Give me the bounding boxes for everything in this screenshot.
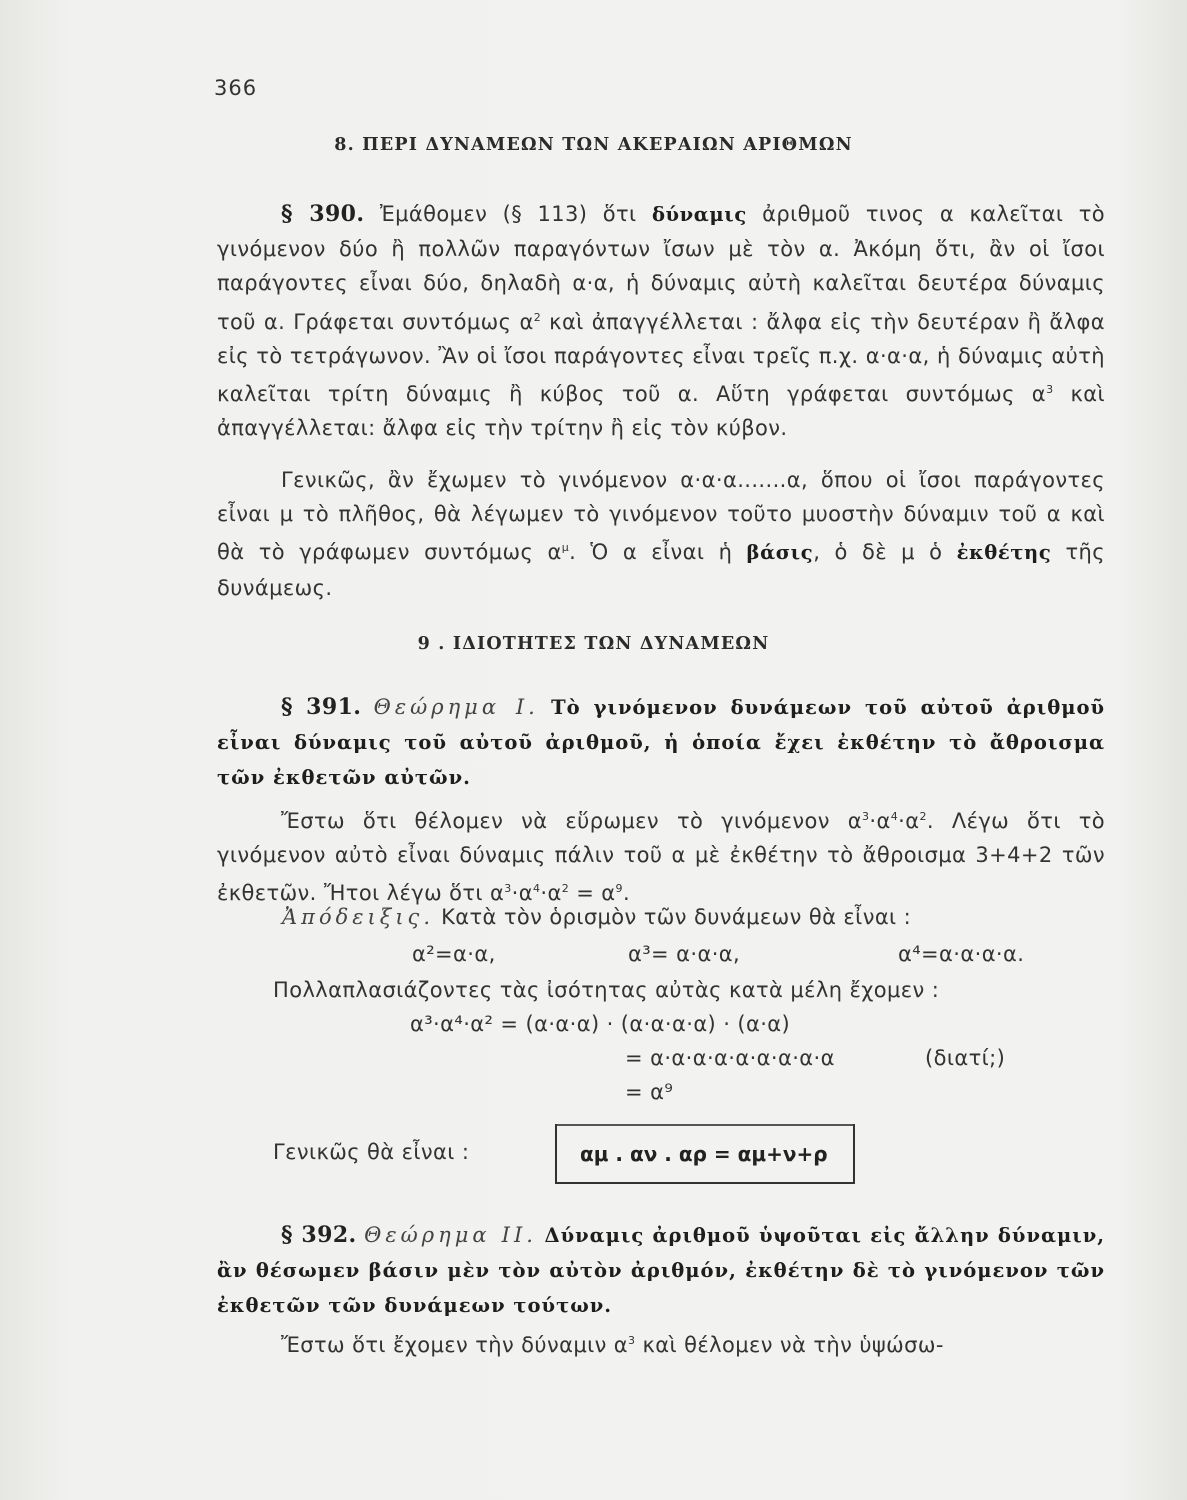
- text: , ὁ δὲ μ ὁ: [813, 540, 957, 565]
- paragraph-391-example: [217, 800, 1105, 911]
- text: καὶ θέλομεν νὰ τὴν ὑψώσω-: [635, 1333, 944, 1357]
- text: Γενικῶς, ἂν ἔχωμεν τὸ γινόμενον α·α·α.......α, ὅπου οἱ ἴσοι παράγοντες εἶναι μ τὸ πλῆθος, θὰ λέγωμεν τὸ γινόμενον τοῦτο μυοστὴν δύναμιν τοῦ α καὶ θὰ τὸ γράφωμεν συντόμως α: [217, 468, 1105, 565]
- paragraph-390: [217, 197, 1105, 445]
- text: ἀριθμοῦ τινος α καλεῖται τὸ γινόμενον δύο ἢ πολλῶν παραγόντων ἴσων μὲ τὸν α. Ἀκόμη ὅτι, ἂν οἱ ἴσοι παράγοντες εἶναι δύο, δηλαδὴ α·α, ἡ δύναμις αὐτὴ καλεῖται δευτέρα δύναμις τοῦ α. Γράφεται συντόμως α: [217, 202, 1106, 334]
- paragraph-392-start: [217, 1324, 1105, 1362]
- general-label: Γενικῶς θὰ εἶναι :: [273, 1140, 470, 1164]
- text: Κατὰ τὸν ὁρισμὸν τῶν δυνάμεων θὰ εἶναι :: [434, 905, 912, 929]
- section-heading-8: 8. ΠΕΡΙ ΔΥΝΑΜΕΩΝ ΤΩΝ ΑΚΕΡΑΙΩΝ ΑΡΙΘΜΩΝ: [334, 135, 853, 155]
- page-number: 366: [214, 76, 258, 100]
- def-square: α²=α·α,: [412, 942, 496, 966]
- superscript: 4: [533, 882, 541, 896]
- superscript: 2: [561, 882, 570, 896]
- text: ·α: [898, 809, 920, 833]
- text: . Λέγω ὅτι τὸ γινόμενον αὐτὸ εἶναι δύναμις πάλιν τοῦ α μὲ ἐκθέτην τὸ ἄθροισμα 3+4+2 τῶν ἐκθετῶν. Ἤτοι λέγω ὅτι α: [217, 809, 1105, 906]
- theorem-label: Θεώρημα II.: [364, 1223, 537, 1247]
- superscript: 9: [615, 882, 623, 896]
- multiply-line: Πολλαπλασιάζοντες τὰς ἰσότητας αὐτὰς κατὰ μέλη ἔχομεν :: [273, 978, 940, 1002]
- theorem-label: Θεώρημα I.: [373, 695, 539, 719]
- theorem-391: [217, 690, 1105, 795]
- superscript: 3: [1046, 383, 1054, 397]
- proof-line: [282, 905, 911, 929]
- general-formula: αμ . αν . αρ = αμ+ν+ρ: [580, 1142, 828, 1166]
- text: καὶ ἀπαγγέλλεται: ἄλφα εἰς τὴν τρίτην ἢ εἰς τὸν κύβον.: [217, 382, 1105, 441]
- term-ekthetis: ἐκθέτης: [956, 541, 1052, 565]
- text: τῆς δυνάμεως.: [217, 540, 1105, 600]
- superscript: 2: [533, 310, 542, 324]
- paragraph-390-general: [217, 463, 1105, 605]
- term-vasis: βάσις: [746, 541, 814, 565]
- equation-line-1: α³·α⁴·α² = (α·α·α) · (α·α·α·α) · (α·α): [410, 1012, 791, 1036]
- def-cube: α³= α·α·α,: [628, 942, 741, 966]
- superscript: 3: [628, 1334, 636, 1347]
- text: καὶ ἀπαγγέλλεται : ἄλφα εἰς τὴν δευτέραν ἢ ἄλφα εἰς τὸ τετράγωνον. Ἂν οἱ ἴσοι παράγοντες εἶναι τρεῖς π.χ. α·α·α, ἡ δύναμις αὐτὴ καλεῖται τρίτη δύναμις ἢ κύβος τοῦ α. Αὕτη γράφεται συντόμως α: [217, 309, 1105, 407]
- theorem-statement: Τὸ γινόμενον δυνάμεων τοῦ αὐτοῦ ἀριθμοῦ εἶναι δύναμις τοῦ αὐτοῦ ἀριθμοῦ, ἡ ὁποία ἔχει ἐκθέτην τὸ ἄθροισμα τῶν ἐκθετῶν αὐτῶν.: [217, 696, 1106, 789]
- text: Ἐμάθομεν (§ 113) ὅτι: [364, 202, 652, 226]
- text: . Ὁ α εἶναι ἡ: [569, 540, 747, 565]
- equation-line-2: = α·α·α·α·α·α·α·α·α: [625, 1046, 835, 1070]
- text: ·α: [869, 809, 891, 833]
- equation-why: (διατί;): [925, 1046, 1006, 1070]
- superscript: μ: [561, 541, 570, 555]
- equation-line-3: = α⁹: [625, 1080, 674, 1104]
- theorem-statement: Δύναμις ἀριθμοῦ ὑψοῦται εἰς ἄλλην δύναμιν, ἂν θέσωμεν βάσιν μὲν τὸν αὐτὸν ἀριθμόν, ἐκθέτην δὲ τὸ γινόμενον τῶν ἐκθετῶν τῶν δυνάμεων τούτων.: [217, 1224, 1106, 1317]
- superscript: 2: [919, 810, 927, 823]
- superscript: 4: [890, 810, 899, 823]
- text: .: [622, 881, 631, 906]
- superscript: 3: [861, 810, 870, 823]
- section-number-392: § 392.: [281, 1222, 357, 1248]
- section-heading-9: 9 . ΙΔΙΟΤΗΤΕΣ ΤΩΝ ΔΥΝΑΜΕΩΝ: [417, 634, 770, 654]
- text: Ἔστω ὅτι ἔχομεν τὴν δύναμιν α: [281, 1333, 629, 1357]
- superscript: 3: [504, 882, 512, 896]
- text: ·α: [511, 881, 533, 906]
- text: ·α: [540, 881, 562, 906]
- def-fourth: α⁴=α·α·α·α.: [898, 942, 1025, 966]
- proof-label: Ἀπόδειξις.: [282, 905, 434, 929]
- section-number-390: § 390.: [281, 201, 365, 227]
- term-dynamis: δύναμις: [651, 203, 747, 226]
- text: = α: [569, 881, 616, 906]
- theorem-392: [217, 1218, 1105, 1323]
- text: Ἔστω ὅτι θέλομεν νὰ εὕρωμεν τὸ γινόμενον α: [281, 809, 862, 833]
- section-number-391: § 391.: [281, 694, 362, 720]
